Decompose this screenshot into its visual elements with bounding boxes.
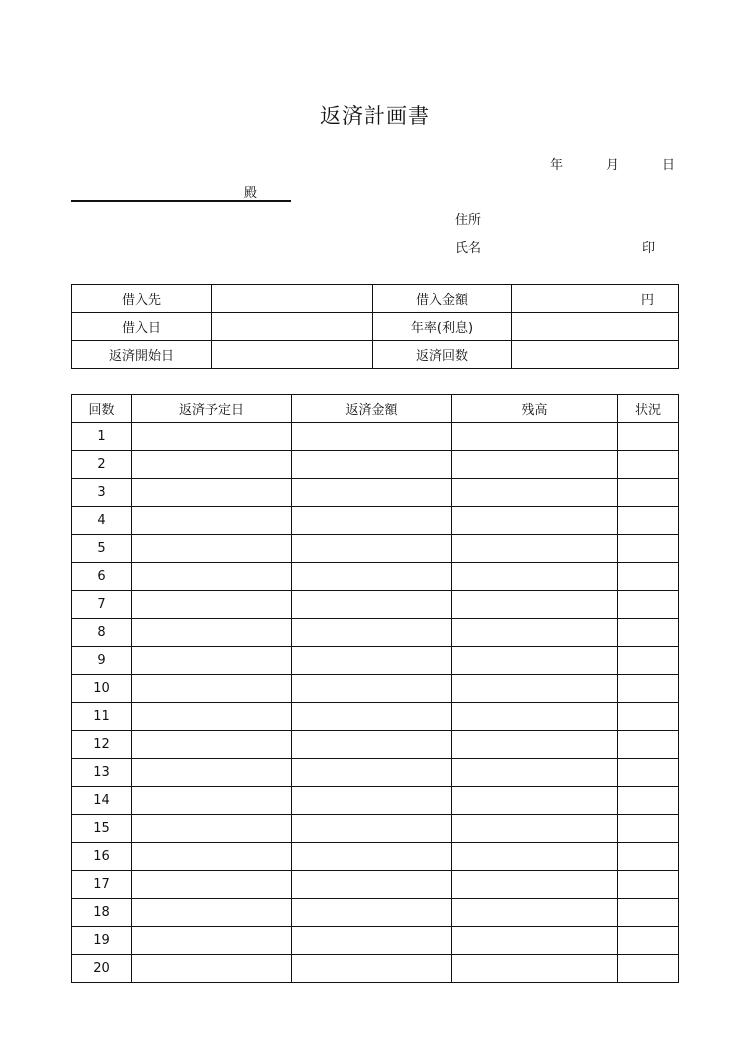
status-field[interactable] [618,731,679,759]
payment-amount-field[interactable] [292,759,452,787]
installment-number: 2 [72,451,132,479]
balance-field[interactable] [452,619,618,647]
balance-field[interactable] [452,703,618,731]
info-value-field[interactable] [212,341,373,369]
info-label: 借入金額 [373,285,512,313]
info-value-field[interactable] [212,313,373,341]
address-label: 住所 [455,213,482,228]
status-field[interactable] [618,759,679,787]
installment-number: 12 [72,731,132,759]
balance-field[interactable] [452,759,618,787]
schedule-row [72,955,679,983]
balance-field[interactable] [452,423,618,451]
status-field[interactable] [618,927,679,955]
schedule-row [72,731,679,759]
schedule-header-cell: 残高 [452,395,618,423]
installment-number: 10 [72,675,132,703]
info-row [72,313,679,341]
balance-field[interactable] [452,591,618,619]
installment-number: 4 [72,507,132,535]
payment-amount-field[interactable] [292,591,452,619]
schedule-row [72,899,679,927]
name-label: 氏名 [455,241,482,256]
installment-number: 3 [72,479,132,507]
payment-amount-field[interactable] [292,479,452,507]
schedule-header-cell: 回数 [72,395,132,423]
due-date-field[interactable] [132,955,292,983]
due-date-field[interactable] [132,479,292,507]
due-date-field[interactable] [132,843,292,871]
addressee-line[interactable] [71,200,291,202]
addressee-suffix: 殿 [244,186,258,201]
balance-field[interactable] [452,563,618,591]
due-date-field[interactable] [132,871,292,899]
balance-field[interactable] [452,871,618,899]
payment-amount-field[interactable] [292,619,452,647]
installment-number: 9 [72,647,132,675]
schedule-row [72,619,679,647]
schedule-header-cell: 状況 [618,395,679,423]
schedule-row [72,647,679,675]
installment-number: 16 [72,843,132,871]
due-date-field[interactable] [132,675,292,703]
payment-amount-field[interactable] [292,731,452,759]
installment-number: 18 [72,899,132,927]
balance-field[interactable] [452,451,618,479]
info-value-field[interactable] [212,285,373,313]
installment-number: 20 [72,955,132,983]
repayment-schedule-table [71,394,679,983]
payment-amount-field[interactable] [292,787,452,815]
seal-label: 印 [642,241,656,256]
installment-number: 6 [72,563,132,591]
balance-field[interactable] [452,843,618,871]
schedule-row [72,507,679,535]
status-field[interactable] [618,591,679,619]
schedule-row [72,479,679,507]
schedule-row [72,451,679,479]
due-date-field[interactable] [132,759,292,787]
info-label: 返済回数 [373,341,512,369]
payment-amount-field[interactable] [292,423,452,451]
installment-number: 13 [72,759,132,787]
schedule-row [72,759,679,787]
status-field[interactable] [618,703,679,731]
installment-number: 14 [72,787,132,815]
due-date-field[interactable] [132,899,292,927]
due-date-field[interactable] [132,731,292,759]
info-row [72,285,679,313]
installment-number: 19 [72,927,132,955]
schedule-row [72,927,679,955]
installment-number: 11 [72,703,132,731]
schedule-header-cell: 返済予定日 [132,395,292,423]
status-field[interactable] [618,563,679,591]
status-field[interactable] [618,423,679,451]
date-day-label: 日 [662,158,676,173]
schedule-row [72,675,679,703]
schedule-row [72,423,679,451]
due-date-field[interactable] [132,787,292,815]
balance-field[interactable] [452,955,618,983]
balance-field[interactable] [452,815,618,843]
schedule-row [72,535,679,563]
schedule-header-cell: 返済金額 [292,395,452,423]
status-field[interactable] [618,843,679,871]
payment-amount-field[interactable] [292,871,452,899]
installment-number: 15 [72,815,132,843]
due-date-field[interactable] [132,927,292,955]
info-label: 返済開始日 [72,341,212,369]
due-date-field[interactable] [132,647,292,675]
balance-field[interactable] [452,535,618,563]
status-field[interactable] [618,815,679,843]
schedule-row [72,815,679,843]
info-row [72,341,679,369]
date-year-label: 年 [550,158,564,173]
due-date-field[interactable] [132,815,292,843]
status-field[interactable] [618,507,679,535]
status-field[interactable] [618,619,679,647]
loan-info-table [71,284,679,369]
due-date-field[interactable] [132,507,292,535]
payment-amount-field[interactable] [292,843,452,871]
payment-amount-field[interactable] [292,647,452,675]
due-date-field[interactable] [132,619,292,647]
payment-amount-field[interactable] [292,815,452,843]
installment-number: 7 [72,591,132,619]
status-field[interactable] [618,955,679,983]
installment-number: 1 [72,423,132,451]
payment-amount-field[interactable] [292,955,452,983]
schedule-row [72,871,679,899]
date-month-label: 月 [606,158,620,173]
due-date-field[interactable] [132,535,292,563]
schedule-row [72,591,679,619]
balance-field[interactable] [452,507,618,535]
status-field[interactable] [618,479,679,507]
info-label: 年率(利息) [373,313,512,341]
payment-amount-field[interactable] [292,703,452,731]
payment-amount-field[interactable] [292,507,452,535]
installment-number: 5 [72,535,132,563]
payment-amount-field[interactable] [292,451,452,479]
schedule-row [72,787,679,815]
due-date-field[interactable] [132,451,292,479]
schedule-row [72,843,679,871]
status-field[interactable] [618,871,679,899]
balance-field[interactable] [452,647,618,675]
payment-amount-field[interactable] [292,927,452,955]
schedule-row [72,703,679,731]
status-field[interactable] [618,675,679,703]
schedule-row [72,563,679,591]
info-label: 借入先 [72,285,212,313]
balance-field[interactable] [452,479,618,507]
payment-amount-field[interactable] [292,563,452,591]
info-label: 借入日 [72,313,212,341]
balance-field[interactable] [452,731,618,759]
status-field[interactable] [618,647,679,675]
status-field[interactable] [618,787,679,815]
balance-field[interactable] [452,675,618,703]
status-field[interactable] [618,535,679,563]
due-date-field[interactable] [132,703,292,731]
document-title: 返済計画書 [320,104,430,128]
installment-number: 8 [72,619,132,647]
due-date-field[interactable] [132,423,292,451]
due-date-field[interactable] [132,591,292,619]
installment-number: 17 [72,871,132,899]
info-amount-field[interactable] [512,341,679,369]
balance-field[interactable] [452,927,618,955]
balance-field[interactable] [452,787,618,815]
balance-field[interactable] [452,899,618,927]
status-field[interactable] [618,899,679,927]
payment-amount-field[interactable] [292,899,452,927]
payment-amount-field[interactable] [292,675,452,703]
info-amount-field[interactable] [512,313,679,341]
payment-amount-field[interactable] [292,535,452,563]
status-field[interactable] [618,451,679,479]
due-date-field[interactable] [132,563,292,591]
info-amount-field[interactable]: 円 [512,285,679,313]
